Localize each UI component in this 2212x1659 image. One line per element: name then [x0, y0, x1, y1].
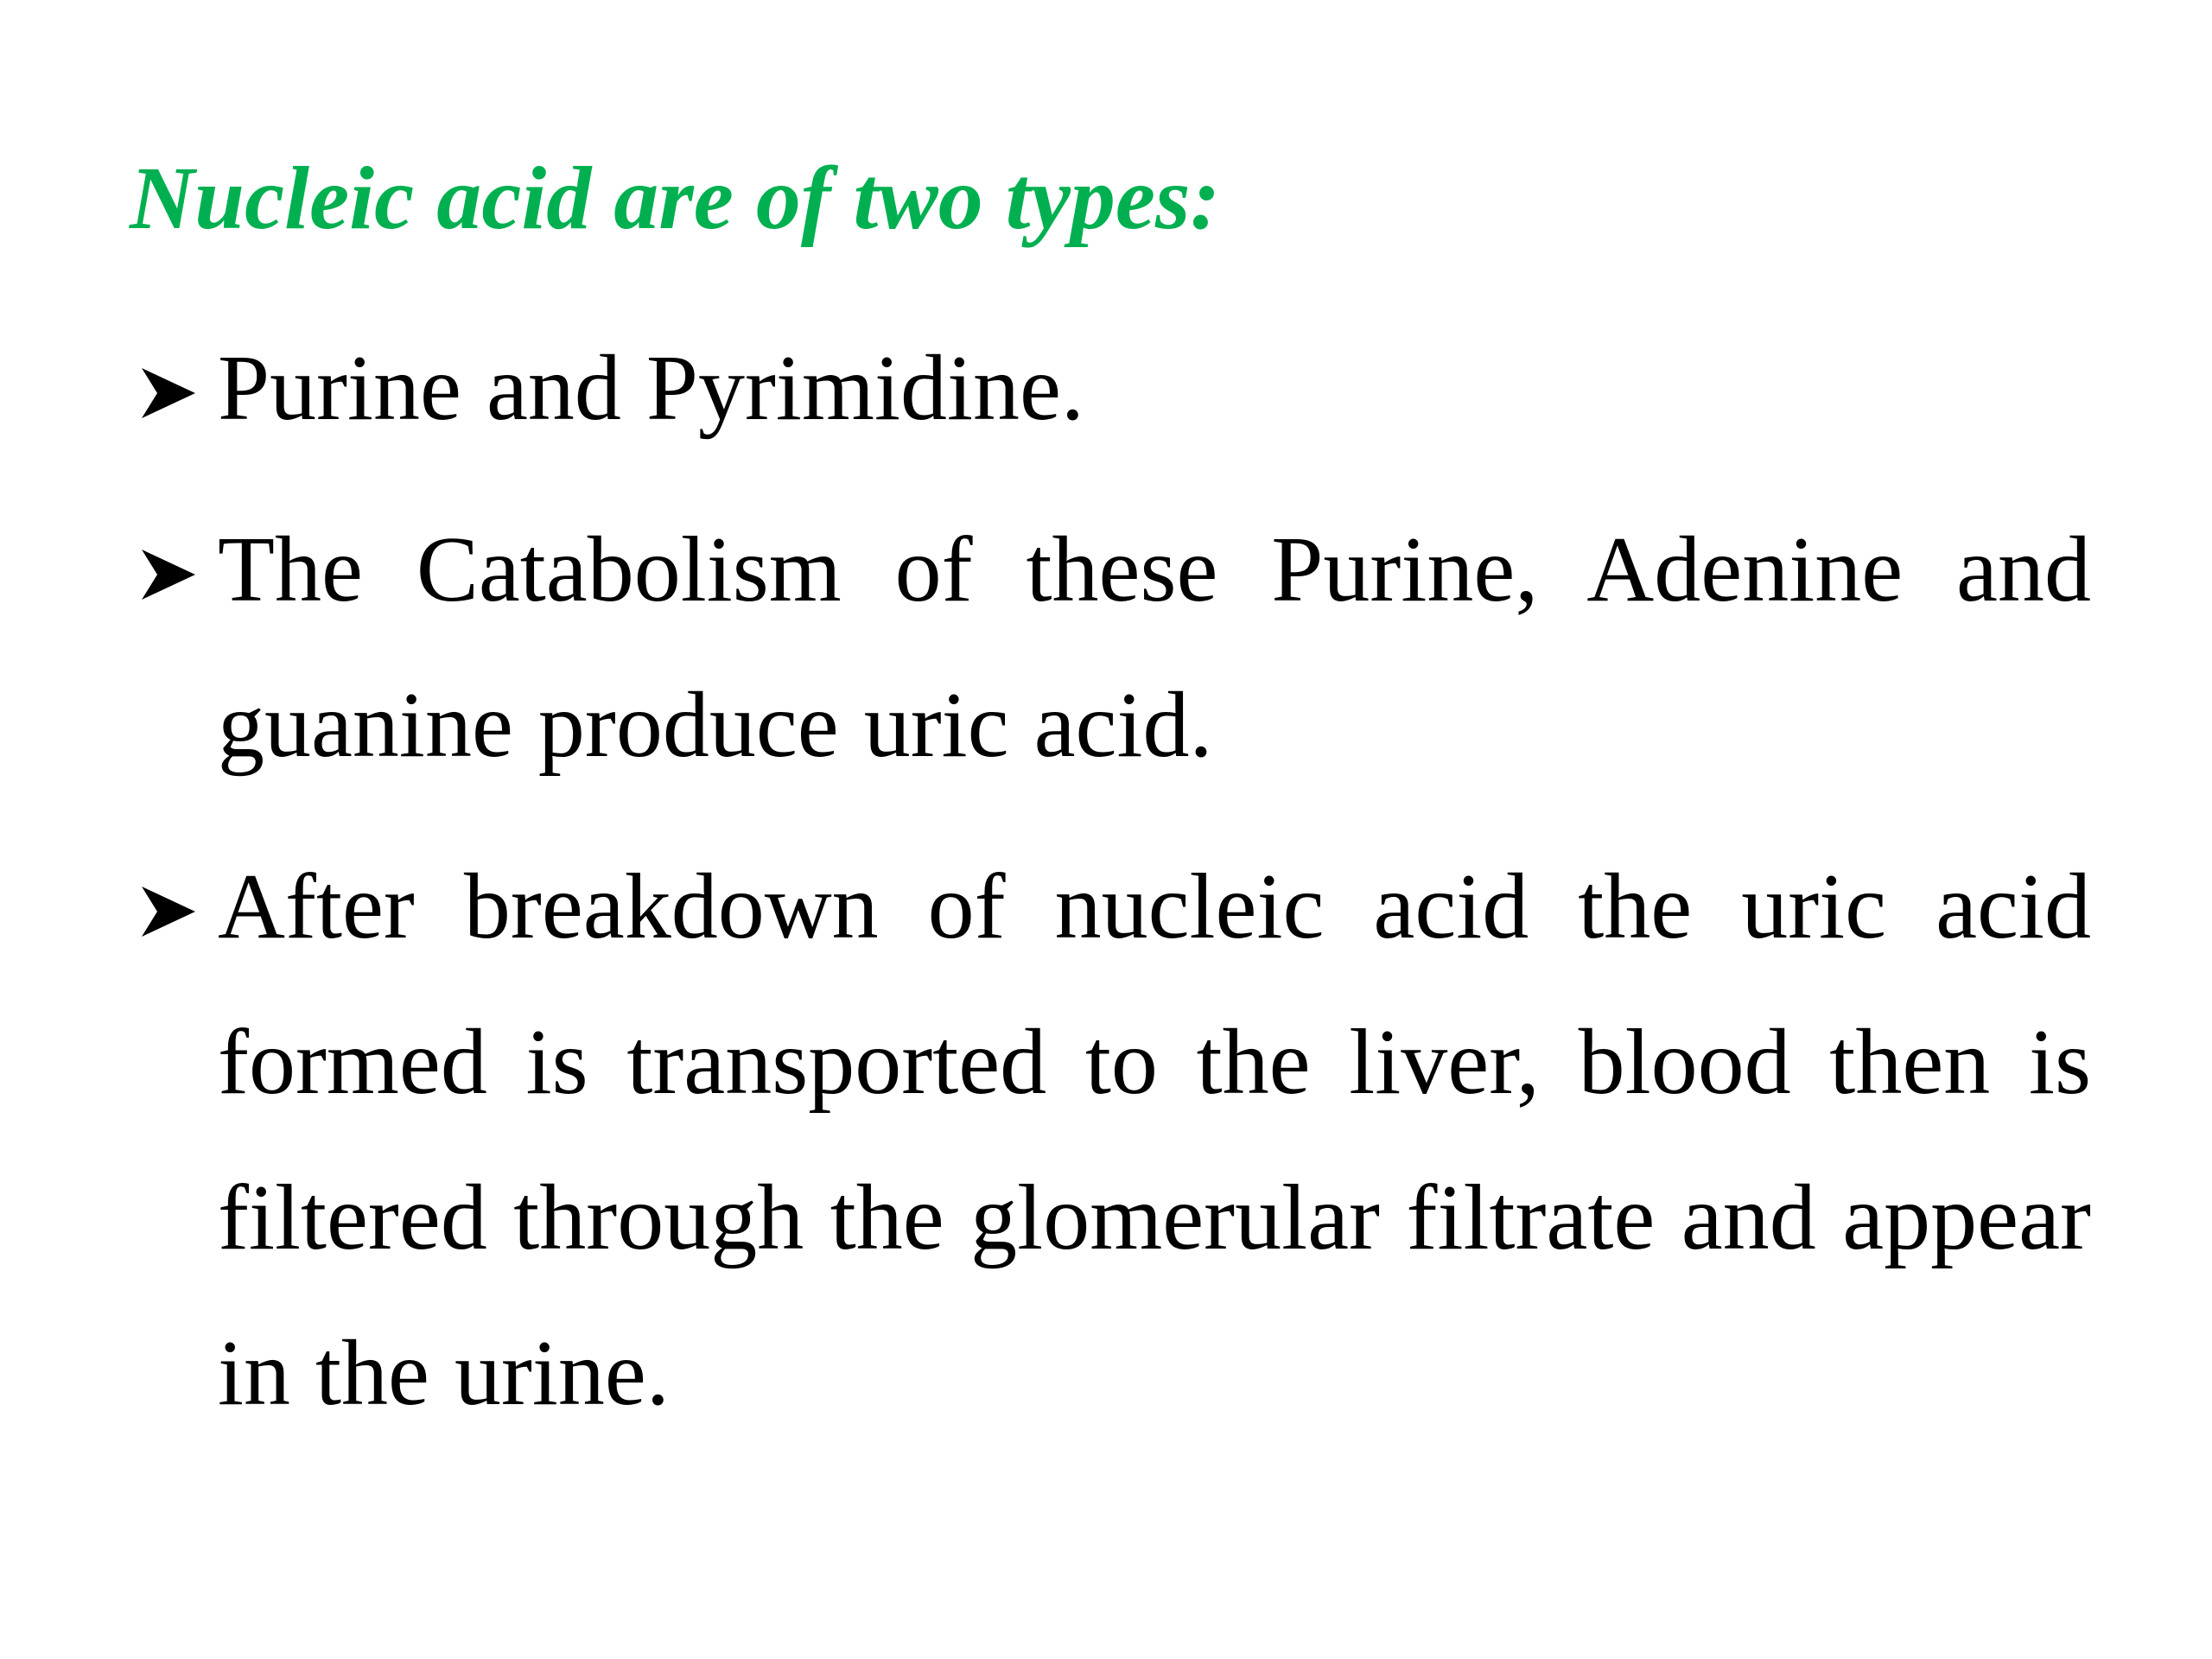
bullet-text-3: After breakdown of nucleic acid the uric acid formed is transported to the liver, blood then is filtered through the glomerular filtrate and appear in the urine.	[218, 855, 2091, 1425]
arrowhead-bullet-icon	[138, 881, 199, 942]
bullet-text-1: Purine and Pyrimidine.	[218, 337, 1084, 440]
bullet-list	[138, 311, 2091, 1478]
bullet-item-1	[138, 311, 2091, 467]
bullet-item-3	[138, 830, 2091, 1452]
bullet-item-2	[138, 493, 2091, 804]
arrowhead-bullet-icon	[138, 363, 199, 423]
bullet-text-2: The Catabolism of these Purine, Adenine and guanine produce uric acid.	[218, 518, 2091, 777]
arrowhead-bullet-icon	[138, 544, 199, 605]
slide-title: Nucleic acid are of two types:	[130, 149, 1221, 248]
